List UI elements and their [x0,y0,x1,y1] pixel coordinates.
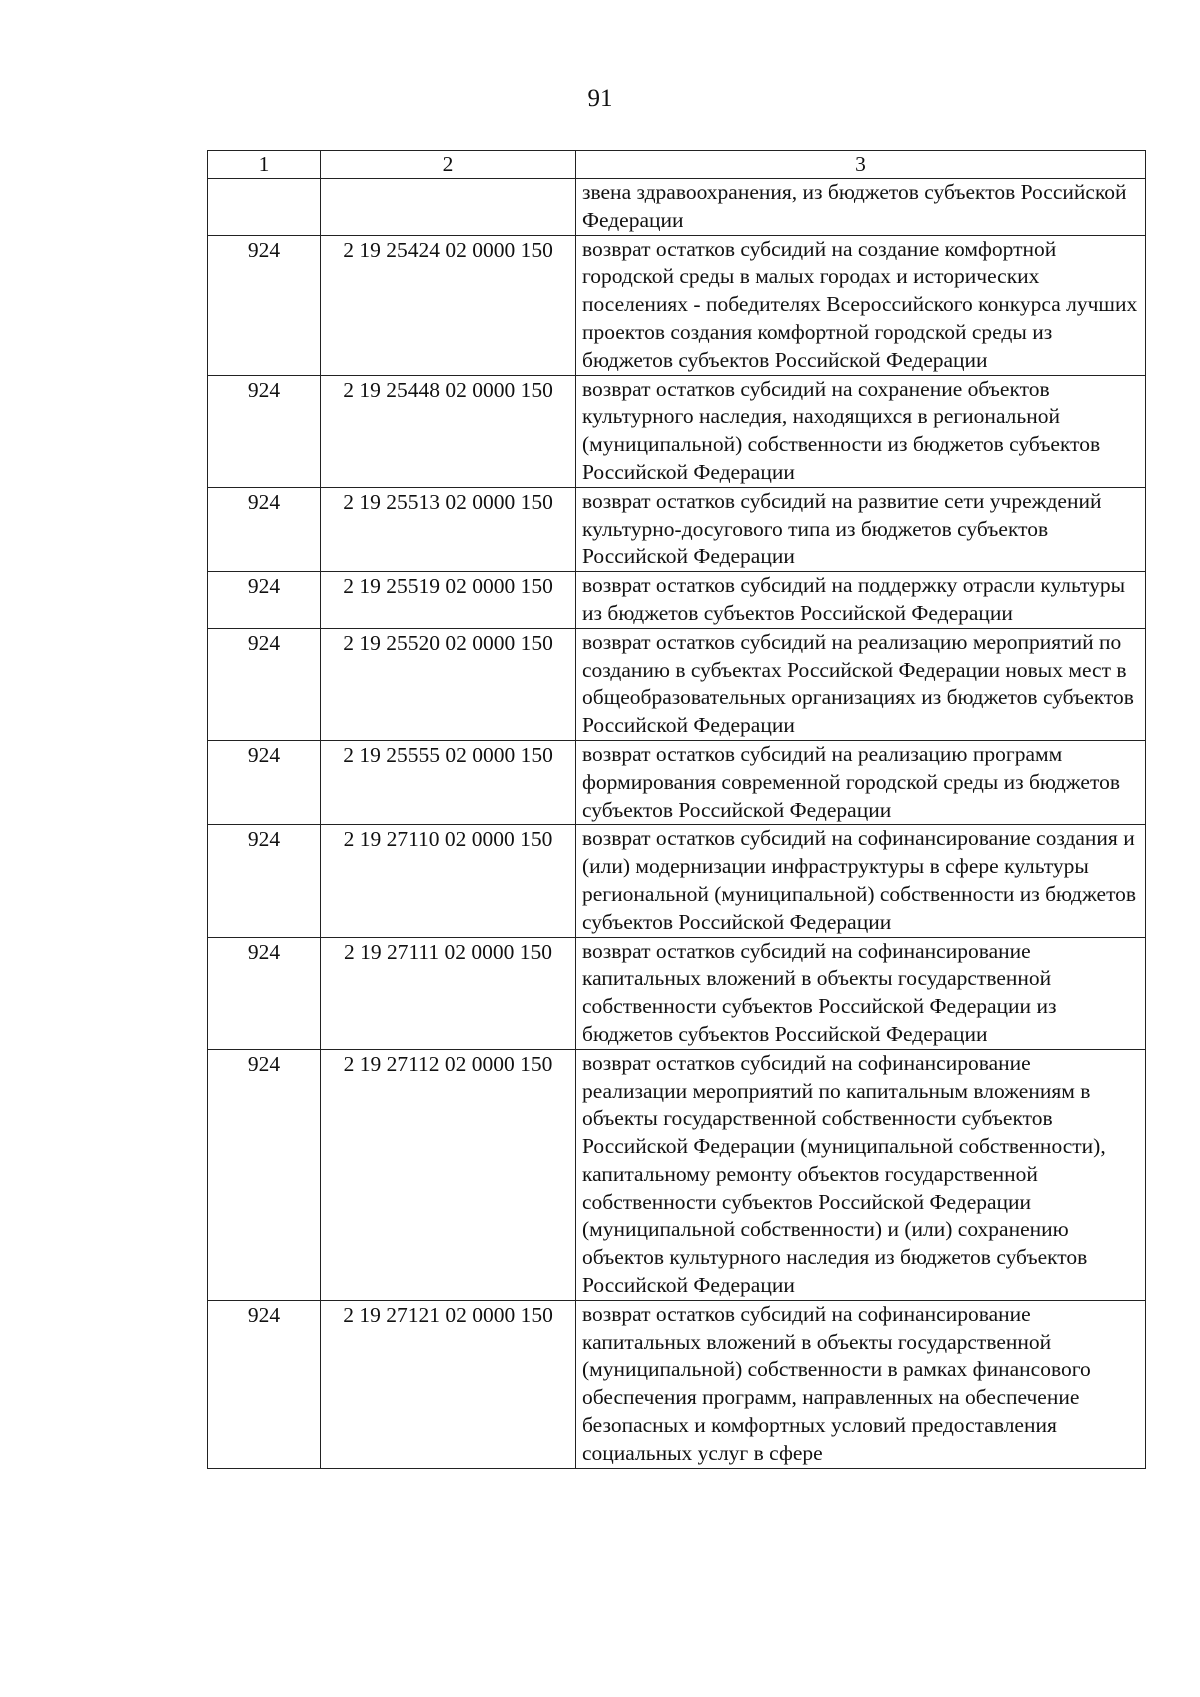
description-cell: звена здравоохранения, из бюджетов субъектов Российской Федерации [576,179,1146,236]
admin-code-cell: 924 [208,740,321,824]
column-header-3: 3 [576,151,1146,179]
description-cell: возврат остатков субсидий на поддержку отрасли культуры из бюджетов субъектов Российской Федерации [576,572,1146,629]
budget-code-cell: 2 19 25513 02 0000 150 [321,487,576,571]
budget-code-cell [321,179,576,236]
table-row [208,825,1146,937]
budget-code-cell: 2 19 27112 02 0000 150 [321,1049,576,1300]
budget-code-cell: 2 19 25448 02 0000 150 [321,375,576,487]
table-row [208,740,1146,824]
description-cell: возврат остатков субсидий на софинансирование реализации мероприятий по капитальным вложениям в объекты государственной собственности субъектов Российской Федерации (муниципальной собственности), капитальному ремонту объектов государственной собственности субъектов Российской Федерации (муниципальной собственности) и (или) сохранению объектов культурного наследия из бюджетов субъектов Российской Федерации [576,1049,1146,1300]
table-row [208,1049,1146,1300]
budget-code-cell: 2 19 27111 02 0000 150 [321,937,576,1049]
budget-code-cell: 2 19 25424 02 0000 150 [321,235,576,375]
table-row [208,937,1146,1049]
admin-code-cell: 924 [208,487,321,571]
description-cell: возврат остатков субсидий на реализацию программ формирования современной городской среды из бюджетов субъектов Российской Федерации [576,740,1146,824]
admin-code-cell: 924 [208,375,321,487]
table-row [208,235,1146,375]
description-cell: возврат остатков субсидий на софинансирование капитальных вложений в объекты государственной собственности субъектов Российской Федерации из бюджетов субъектов Российской Федерации [576,937,1146,1049]
column-header-2: 2 [321,151,576,179]
admin-code-cell: 924 [208,825,321,937]
admin-code-cell: 924 [208,235,321,375]
admin-code-cell: 924 [208,1300,321,1468]
admin-code-cell: 924 [208,937,321,1049]
admin-code-cell: 924 [208,1049,321,1300]
budget-code-cell: 2 19 25555 02 0000 150 [321,740,576,824]
budget-code-cell: 2 19 25520 02 0000 150 [321,628,576,740]
description-cell: возврат остатков субсидий на софинансирование капитальных вложений в объекты государственной (муниципальной) собственности в рамках финансового обеспечения программ, направленных на обеспечение безопасных и комфортных условий предоставления социальных услуг в сфере [576,1300,1146,1468]
budget-codes-table [207,150,1146,1469]
table-row [208,1300,1146,1468]
table-row [208,572,1146,629]
table-row [208,487,1146,571]
description-cell: возврат остатков субсидий на реализацию мероприятий по созданию в субъектах Российской Федерации новых мест в общеобразовательных организациях из бюджетов субъектов Российской Федерации [576,628,1146,740]
description-cell: возврат остатков субсидий на сохранение объектов культурного наследия, находящихся в региональной (муниципальной) собственности из бюджетов субъектов Российской Федерации [576,375,1146,487]
description-cell: возврат остатков субсидий на софинансирование создания и (или) модернизации инфраструктуры в сфере культуры региональной (муниципальной) собственности из бюджетов субъектов Российской Федерации [576,825,1146,937]
budget-code-cell: 2 19 25519 02 0000 150 [321,572,576,629]
budget-code-cell: 2 19 27121 02 0000 150 [321,1300,576,1468]
table-row [208,628,1146,740]
admin-code-cell [208,179,321,236]
column-header-1: 1 [208,151,321,179]
admin-code-cell: 924 [208,628,321,740]
page-number: 91 [587,85,613,112]
table-header-row [208,151,1146,179]
table-row [208,375,1146,487]
description-cell: возврат остатков субсидий на развитие сети учреждений культурно-досугового типа из бюджетов субъектов Российской Федерации [576,487,1146,571]
description-cell: возврат остатков субсидий на создание комфортной городской среды в малых городах и исторических поселениях - победителях Всероссийского конкурса лучших проектов создания комфортной городской среды из бюджетов субъектов Российской Федерации [576,235,1146,375]
budget-code-cell: 2 19 27110 02 0000 150 [321,825,576,937]
table-row [208,179,1146,236]
admin-code-cell: 924 [208,572,321,629]
